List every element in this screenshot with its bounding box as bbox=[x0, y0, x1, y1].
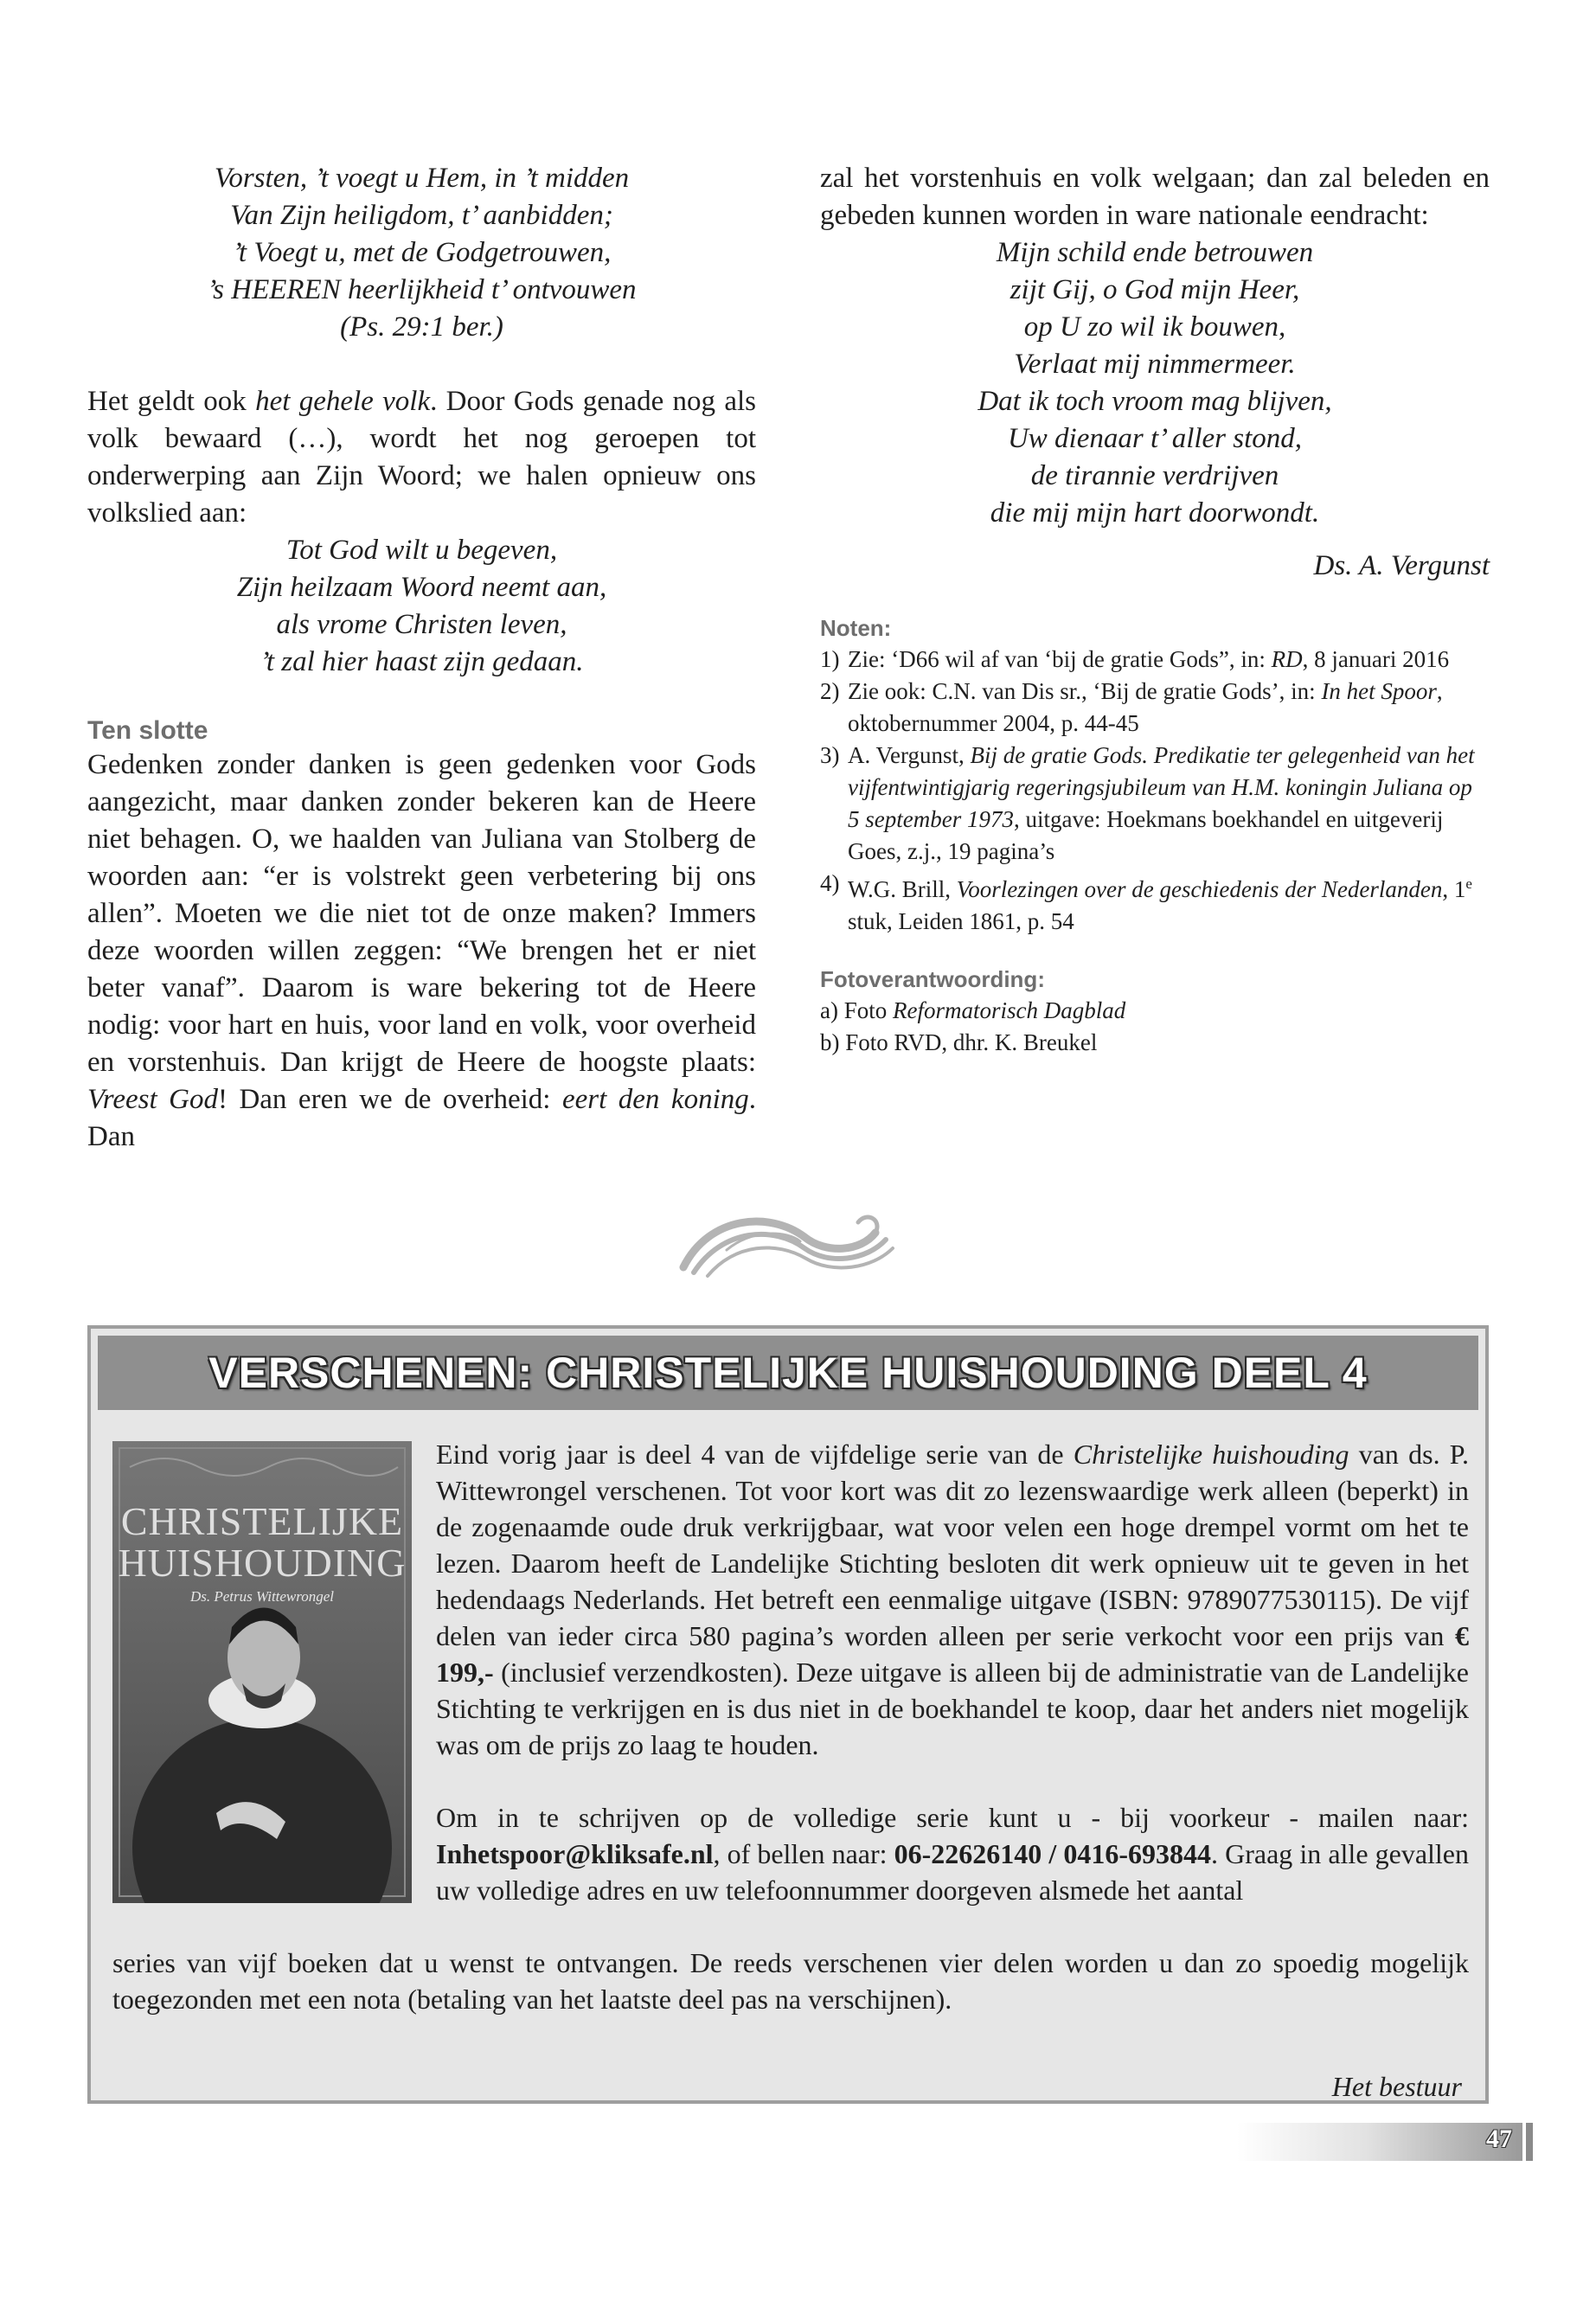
book-cover-image bbox=[112, 1441, 412, 1903]
anthem-verse bbox=[87, 532, 756, 681]
photo-credit: a) Foto Reformatorisch Dagblad bbox=[820, 997, 1126, 1023]
verse-line: ’t zal hier haast zijn gedaan. bbox=[260, 646, 584, 677]
photo-credit: b) Foto RVD, dhr. K. Breukel bbox=[820, 1029, 1098, 1055]
verse-line: ’s HEEREN heerlijkheid t’ ontvouwen bbox=[207, 274, 637, 305]
cover-title: CHRISTELIJKE bbox=[120, 1499, 404, 1543]
page-footer bbox=[1237, 2123, 1522, 2161]
verse-line: ’t Voegt u, met de Godgetrouwen, bbox=[232, 237, 612, 268]
section-heading: Ten slotte bbox=[87, 716, 208, 745]
verse-line: Tot God wilt u begeven, bbox=[285, 535, 558, 566]
verse-line: Zijn heilzaam Woord neemt aan, bbox=[236, 572, 607, 603]
phone-numbers: 06-22626140 / 0416-693844 bbox=[894, 1838, 1212, 1869]
right-column bbox=[820, 160, 1490, 1059]
photo-credits-heading: Fotoverantwoording: bbox=[820, 966, 1045, 992]
verse-line: Mijn schild ende betrouwen bbox=[996, 237, 1314, 268]
announcement-text bbox=[436, 1436, 1469, 1908]
author-signature: Ds. A. Vergunst bbox=[1313, 550, 1490, 581]
left-column bbox=[87, 160, 756, 1156]
verse-line: Van Zijn heiligdom, t’ aanbidden; bbox=[230, 200, 613, 231]
page-number: 47 bbox=[1486, 2125, 1512, 2153]
announcement-box bbox=[87, 1325, 1489, 2104]
notes-heading: Noten: bbox=[820, 615, 892, 641]
email-link[interactable]: Inhetspoor@kliksafe.nl bbox=[436, 1838, 714, 1869]
announcement-paragraph: Om in te schrijven op de volledige serie kunt u - bij voorkeur - mailen naar: Inhetspoor@kliksafe.nl, of bellen naar: 06-22626140 / 0416-693844. Graag in alle gevallen uw volledige adres en uw telefoonnummer doorgeven alsmede het aantal bbox=[436, 1802, 1469, 1906]
verse-reference: (Ps. 29:1 ber.) bbox=[340, 311, 503, 343]
cover-title: HUISHOUDING bbox=[118, 1541, 407, 1585]
anthem-verse bbox=[820, 234, 1490, 532]
footnote: 1) Zie: ‘D66 wil af van ‘bij de gratie Gods”, in: RD, 8 januari 2016 bbox=[820, 646, 1450, 672]
verse-line: op U zo wil ik bouwen, bbox=[1023, 311, 1286, 343]
verse-line: Uw dienaar t’ aller stond, bbox=[1007, 423, 1303, 454]
paragraph-vorstenhuis: zal het vorstenhuis en volk welgaan; dan zal beleden en gebeden kunnen worden in ware nationale eendracht: bbox=[820, 163, 1490, 231]
verse-line: die mij mijn hart doorwondt. bbox=[990, 497, 1320, 529]
paragraph-ten-slotte: Gedenken zonder danken is geen gedenken voor Gods aangezicht, maar danken zonder bekeren kan de Heere niet behagen. O, we haalden van Juliana van Stolberg de woorden aan: “er is volstrekt geen verbetering bij ons allen”. Moeten we die niet tot de onze maken? Immers deze woorden willen zeggen: “We brengen het er niet beter vanaf”. Daarom is ware bekering tot de Heere nodig: voor hart en huis, voor land en volk, voor overheid en vorstenhuis. Dan krijgt de Heere de hoogste plaats: Vreest God! Dan eren we de overheid: eert den koning. Dan bbox=[87, 749, 756, 1152]
cover-author: Ds. Petrus Wittewrongel bbox=[189, 1588, 335, 1605]
announcement-paragraph: series van vijf boeken dat u wenst te ontvangen. De reeds verschenen vier delen worden u dan zo spoedig mogelijk toegezonden met een nota (betaling van het laatste deel pas na verschijnen). bbox=[112, 1947, 1469, 2015]
verse-line: Verlaat mij nimmermeer. bbox=[1014, 349, 1296, 380]
announcement-title: VERSCHENEN: CHRISTELIJKE HUISHOUDING DEEL 4 bbox=[208, 1349, 1368, 1397]
announcement-signature: Het bestuur bbox=[1331, 2071, 1462, 2102]
footnote: 2) Zie ook: C.N. van Dis sr., ‘Bij de gratie Gods’, in: In het Spoor, oktobernummer 2004, p. 44-45 bbox=[820, 678, 1443, 736]
verse-line: de tirannie verdrijven bbox=[1030, 460, 1279, 491]
footer-bar bbox=[1526, 2123, 1533, 2161]
announcement-paragraph: Eind vorig jaar is deel 4 van de vijfdelige serie van de Christelijke huishouding van ds. P. Wittewrongel verschenen. Tot voor kort was dit zo lezenswaardige werk alleen (beperkt) in de zogenaamde oude druk verkrijgbaar, wat voor velen een hoge drempel vormt om het te lezen. Daarom heeft de Landelijke Stichting besloten dit werk opnieuw uit te geven in het hedendaags Nederlands. Het betreft een eenmalige uitgave (ISBN: 9789077530115). De vijf delen van ieder circa 580 pagina’s worden alleen per serie verkocht voor een prijs van € 199,- (inclusief verzendkosten). Deze uitgave is alleen bij de administratie van de Landelijke Stichting te verkrijgen en is dus niet in de boekhandel te koop, daar het anders niet mogelijk was om de prijs zo laag te houden. bbox=[436, 1439, 1470, 1760]
swirl-ornament-icon bbox=[675, 1198, 900, 1285]
announcement-banner bbox=[98, 1336, 1478, 1410]
psalm-verse bbox=[87, 160, 756, 346]
verse-line: zijt Gij, o God mijn Heer, bbox=[1010, 274, 1300, 305]
verse-line: Dat ik toch vroom mag blijven, bbox=[977, 386, 1332, 417]
paragraph-volk: Het geldt ook het gehele volk. Door Gods genade nog als volk bewaard (…), wordt het nog geroepen tot onderwerping aan Zijn Woord; we halen opnieuw ons volkslied aan: bbox=[87, 386, 756, 529]
verse-line: Vorsten, ’t voegt u Hem, in ’t midden bbox=[214, 163, 630, 194]
announcement-text-continued bbox=[112, 1945, 1469, 2017]
verse-line: als vrome Christen leven, bbox=[276, 609, 567, 640]
footnote: 4) W.G. Brill, Voorlezingen over de geschiedenis der Nederlanden, 1e stuk, Leiden 1861, p. 54 bbox=[820, 870, 1472, 934]
footnote: 3) A. Vergunst, Bij de gratie Gods. Predikatie ter gelegenheid van het vijfentwintigjarig regeringsjubileum van H.M. koningin Juliana op 5 september 1973, uitgave: Hoekmans boekhandel en uitgeverij Goes, z.j., 19 pagina’s bbox=[820, 742, 1475, 864]
